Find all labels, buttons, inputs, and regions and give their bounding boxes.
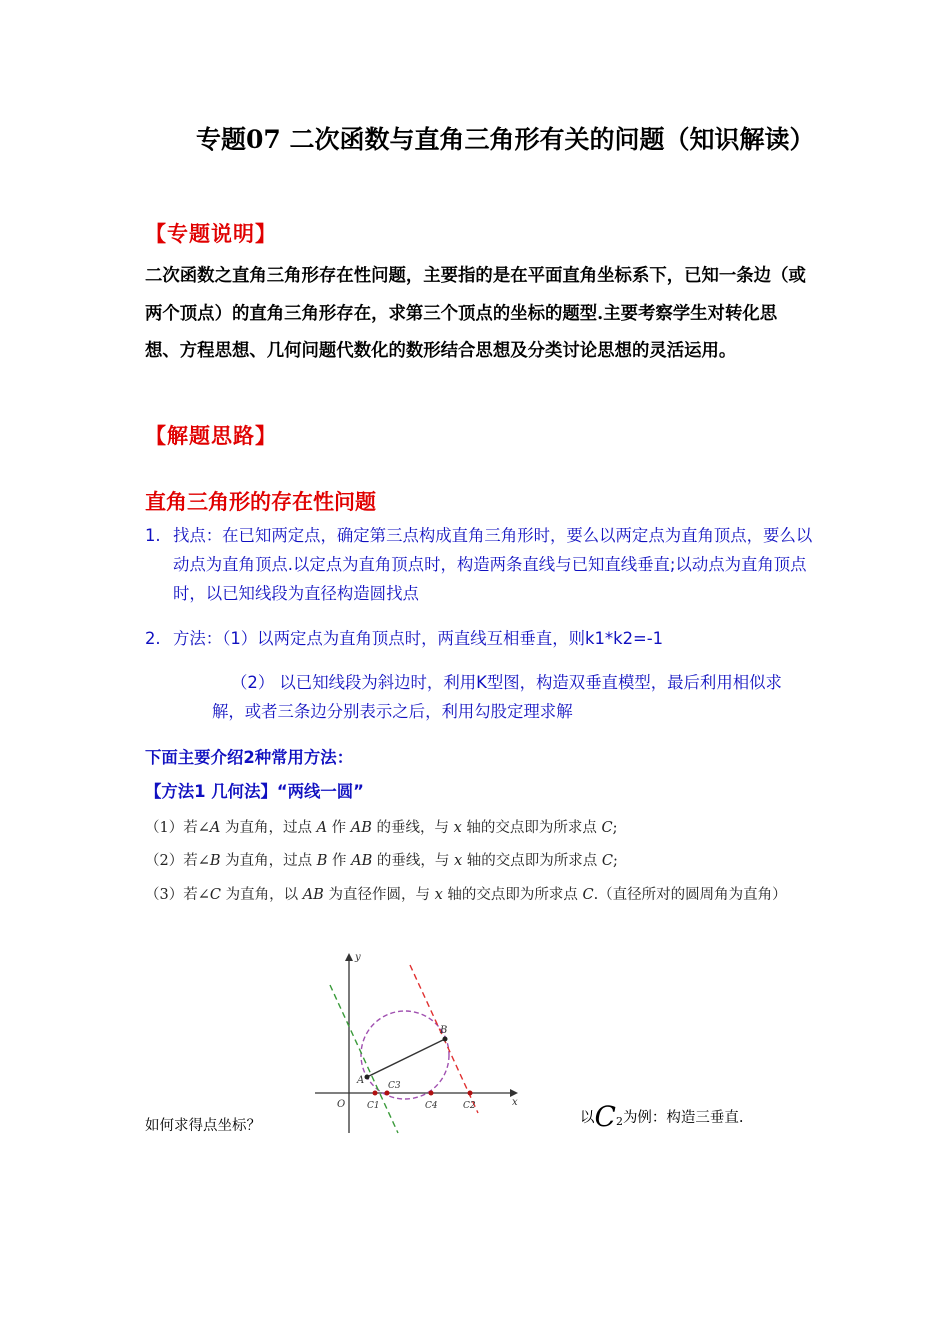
case-1: （1）若∠A 为直角，过点 A 作 AB 的垂线，与 x 轴的交点即为所求点 C;: [145, 820, 618, 836]
point-c1: [373, 1091, 378, 1096]
point-a: [365, 1075, 370, 1080]
page-title: 专题07 二次函数与直角三角形有关的问题（知识解读）: [196, 125, 815, 154]
perpendicular-line-at-a: [330, 985, 398, 1133]
section-heading-ideas: 【解题思路】: [145, 424, 277, 448]
y-axis-arrow-icon: [345, 953, 353, 961]
label-c3: C3: [388, 1081, 401, 1091]
section-heading-description: 【专题说明】: [145, 222, 277, 246]
method-1-title: 【方法1 几何法】“两线一圆”: [145, 782, 364, 801]
methods-intro: 下面主要介绍2种常用方法：: [145, 748, 354, 767]
label-b: B: [440, 1025, 448, 1036]
item-text-2: 方法：（1）以两定点为直角顶点时，两直线互相垂直，则k1*k2=-1: [173, 629, 664, 648]
item-number-2: 2.: [145, 629, 161, 648]
point-b: [443, 1037, 448, 1042]
label-y: y: [355, 952, 361, 963]
circle-ab-diameter: [361, 1011, 449, 1099]
segment-ab: [367, 1039, 445, 1077]
point-c2: [468, 1091, 473, 1096]
label-origin: O: [337, 1099, 346, 1110]
topic-heading: 直角三角形的存在性问题: [145, 490, 376, 514]
item-2-subpoint: （2） 以已知线段为斜边时，利用K型图，构造双垂直模型，最后利用相似求解，或者三条边分别表示之后，利用勾股定理求解: [212, 673, 782, 721]
item-text-1: 找点：在已知两定点，确定第三点构成直角三角形时，要么以两定点为直角顶点，要么以动点为直角顶点.以定点为直角顶点时，构造两条直线与已知直线垂直;以动点为直角顶点时，以已知线段为直径构造圆找点: [173, 526, 813, 603]
label-x: x: [512, 1097, 518, 1108]
label-c1: C1: [367, 1101, 380, 1111]
geometry-figure: [300, 945, 530, 1140]
label-c2: C2: [463, 1101, 476, 1111]
intro-paragraph: 二次函数之直角三角形存在性问题，主要指的是在平面直角坐标系下，已知一条边（或两个顶点）的直角三角形存在，求第三个顶点的坐标的题型.主要考察学生对转化思想、方程思想、几何问题代数化的数形结合思想及分类讨论思想的灵活运用。: [145, 266, 806, 361]
c2-example-note: 以$C_2$为例：构造三垂直.: [580, 1100, 744, 1133]
label-a: A: [357, 1075, 365, 1086]
label-c4: C4: [425, 1101, 438, 1111]
case-3: （3）若∠C 为直角，以 AB 为直径作圆，与 x 轴的交点即为所求点 C.（直径所对的圆周角为直角）: [145, 887, 787, 903]
how-to-question: 如何求得点坐标？: [145, 1118, 261, 1134]
point-c4: [429, 1091, 434, 1096]
case-2: （2）若∠B 为直角，过点 B 作 AB 的垂线，与 x 轴的交点即为所求点 C;: [145, 853, 618, 869]
x-axis-arrow-icon: [510, 1089, 518, 1097]
item-number-1: 1.: [145, 526, 161, 545]
point-c3: [385, 1091, 390, 1096]
